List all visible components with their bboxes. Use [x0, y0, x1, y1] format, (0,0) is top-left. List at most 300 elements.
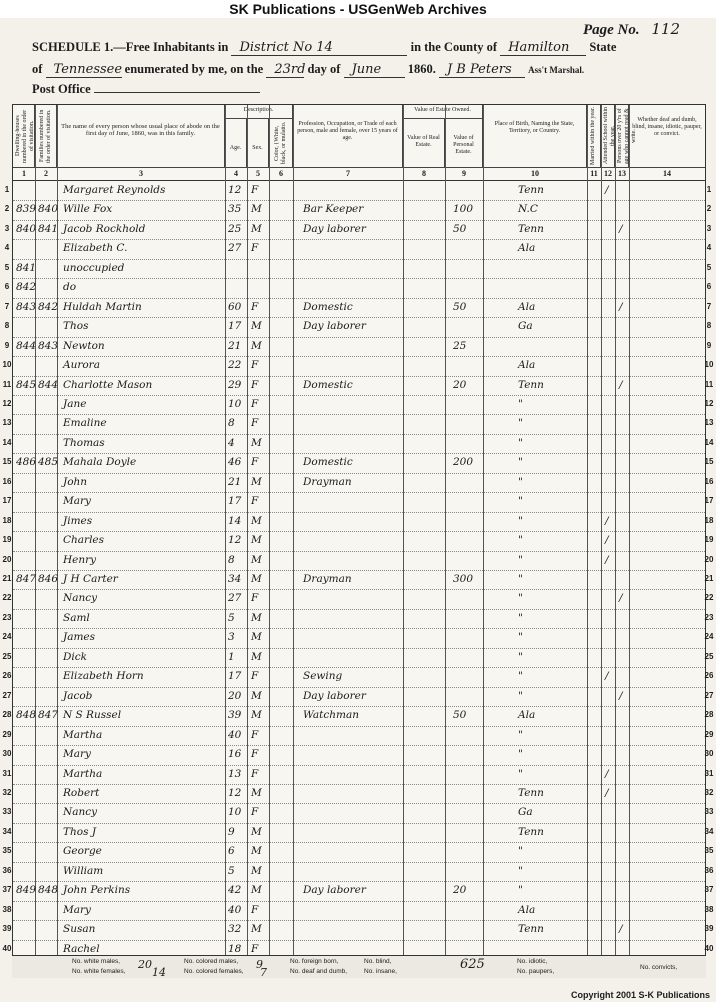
- person-name: William: [63, 864, 104, 877]
- col-school-header: Attended School within the year.: [601, 105, 615, 167]
- row-number-right: 8: [706, 321, 712, 331]
- row-number-right: 30: [704, 749, 714, 759]
- row-number-left: 5: [4, 262, 10, 272]
- row-number-right: 2: [706, 204, 712, 214]
- row-number-right: 11: [704, 379, 714, 389]
- deaf-dumb-label: No. deaf and dumb,: [290, 968, 348, 975]
- dwelling-number: 845: [16, 378, 37, 391]
- age-value: 8: [228, 553, 235, 566]
- family-number: 848: [38, 884, 59, 897]
- row-number-left: 28: [2, 710, 12, 720]
- col-dwelling-header: Dwelling-houses numbered in the order of visitation.: [13, 105, 35, 167]
- birthplace-value: N.C: [518, 203, 538, 216]
- col-age-header: Age.: [225, 119, 247, 167]
- dwelling-number: 843: [16, 300, 37, 313]
- birthplace-value: ": [518, 864, 523, 877]
- page-number: [583, 20, 680, 39]
- dwelling-number: 840: [16, 222, 37, 235]
- day-value: 23rd: [266, 62, 304, 78]
- of-label: of: [32, 62, 43, 76]
- row-number-left: 18: [2, 515, 12, 525]
- dwelling-number: 844: [16, 339, 37, 352]
- occupation-value: Day laborer: [303, 689, 366, 702]
- age-value: 22: [228, 359, 242, 372]
- schedule-header-line-1: [32, 40, 616, 56]
- age-value: 3: [228, 631, 235, 644]
- column-rule: [403, 105, 404, 977]
- colored-females-label: No. colored females,: [184, 968, 244, 975]
- row-rule: [13, 745, 705, 746]
- age-value: 40: [228, 903, 242, 916]
- row-number-left: 33: [2, 807, 12, 817]
- person-name: John: [63, 475, 88, 488]
- row-rule: [13, 278, 705, 279]
- row-number-right: 38: [704, 904, 714, 914]
- row-number-left: 31: [2, 768, 12, 778]
- schedule-header-line-2: [32, 62, 584, 78]
- page-number-value: 112: [651, 20, 680, 38]
- sex-value: M: [251, 631, 262, 644]
- col-personal-estate-header: Value of Personal Estate.: [445, 119, 483, 167]
- family-number: 842: [38, 300, 59, 313]
- column-rule: [445, 105, 446, 977]
- birthplace-value: ": [518, 689, 523, 702]
- personal-estate-value: 100: [453, 203, 474, 216]
- age-value: 5: [228, 611, 235, 624]
- illiterate-mark: /: [619, 592, 623, 605]
- person-name: Emaline: [63, 417, 107, 430]
- sex-value: M: [251, 534, 262, 547]
- row-number-right: 29: [704, 729, 714, 739]
- post-office-line: [32, 82, 260, 97]
- person-name: Henry: [63, 553, 97, 566]
- person-name: Wille Fox: [63, 203, 113, 216]
- family-number: 841: [38, 222, 59, 235]
- row-number-left: 39: [2, 924, 12, 934]
- birthplace-value: ": [518, 650, 523, 663]
- col-number: 13: [618, 169, 626, 178]
- row-rule: [13, 589, 705, 590]
- person-name: Jacob Rockhold: [63, 222, 146, 235]
- sex-value: M: [251, 650, 262, 663]
- col-real-estate-header: Value of Real Estate.: [403, 119, 445, 167]
- birthplace-value: ": [518, 514, 523, 527]
- person-name: do: [63, 281, 77, 294]
- person-name: Mary: [63, 903, 91, 916]
- sex-value: F: [251, 670, 259, 683]
- state-label: State: [589, 40, 617, 54]
- age-value: 8: [228, 417, 235, 430]
- sex-value: M: [251, 436, 262, 449]
- birthplace-value: ": [518, 845, 523, 858]
- row-rule: [13, 453, 705, 454]
- person-name: James: [63, 631, 96, 644]
- sex-value: M: [251, 845, 262, 858]
- sex-value: M: [251, 709, 262, 722]
- person-name: Nancy: [63, 592, 98, 605]
- occupation-value: Drayman: [303, 573, 352, 585]
- birthplace-value: Tenn: [518, 222, 544, 235]
- row-rule: [13, 667, 705, 668]
- personal-estate-value: 20: [453, 378, 467, 391]
- copyright-notice: Copyright 2001 S-K Publications: [570, 990, 710, 1000]
- birthplace-value: Ala: [518, 300, 536, 313]
- col-number: 3: [139, 169, 143, 178]
- birthplace-value: ": [518, 748, 523, 761]
- person-name: Margaret Reynolds: [63, 184, 166, 196]
- age-value: 40: [228, 728, 242, 741]
- birthplace-value: Ala: [518, 242, 536, 255]
- row-number-left: 35: [2, 846, 12, 856]
- personal-estate-value: 50: [453, 709, 467, 722]
- row-number-left: 8: [4, 321, 10, 331]
- sex-value: F: [251, 942, 259, 955]
- birthplace-value: ": [518, 728, 523, 741]
- census-table: [12, 104, 706, 978]
- school-mark: /: [605, 786, 609, 799]
- row-number-right: 6: [706, 282, 712, 292]
- row-number-right: 32: [704, 787, 714, 797]
- person-name: Jane: [63, 397, 87, 410]
- person-name: Saml: [63, 611, 90, 624]
- sex-value: M: [251, 611, 262, 624]
- row-number-left: 6: [4, 282, 10, 292]
- birthplace-value: ": [518, 884, 523, 897]
- col-number: 6: [279, 169, 283, 178]
- col-sex-header: Sex.: [247, 119, 269, 167]
- row-number-left: 7: [4, 301, 10, 311]
- birthplace-value: ": [518, 631, 523, 644]
- row-number-left: 11: [2, 379, 12, 389]
- age-value: 25: [228, 222, 242, 235]
- col-number: 9: [462, 169, 466, 178]
- personal-estate-value: 50: [453, 300, 467, 313]
- col-number: 7: [346, 169, 350, 178]
- row-number-left: 27: [2, 690, 12, 700]
- age-value: 10: [228, 806, 242, 819]
- blind-label: No. blind,: [364, 958, 392, 965]
- row-rule: [13, 200, 705, 201]
- age-value: 17: [228, 320, 242, 333]
- sex-value: M: [251, 923, 262, 936]
- col-birthplace-header: Place of Birth, Naming the State, Territory, or Country.: [483, 105, 587, 167]
- column-rule: [483, 105, 484, 977]
- school-mark: /: [605, 184, 609, 196]
- occupation-value: Day laborer: [303, 320, 366, 333]
- col-number: 10: [531, 169, 539, 178]
- row-number-left: 2: [4, 204, 10, 214]
- row-number-left: 19: [2, 535, 12, 545]
- row-rule: [13, 609, 705, 610]
- row-rule: [13, 434, 705, 435]
- sex-value: M: [251, 825, 262, 838]
- col-number: 11: [590, 169, 598, 178]
- age-value: 17: [228, 670, 242, 683]
- row-rule: [13, 648, 705, 649]
- row-rule: [13, 414, 705, 415]
- col-number: 8: [422, 169, 426, 178]
- age-value: 13: [228, 767, 242, 780]
- foreign-born-label: No. foreign born,: [290, 958, 339, 965]
- personal-estate-value: 200: [453, 456, 474, 469]
- age-value: 12: [228, 184, 242, 196]
- row-rule: [13, 765, 705, 766]
- row-rule: [13, 628, 705, 629]
- sex-value: F: [251, 378, 259, 391]
- row-number-left: 10: [2, 360, 12, 370]
- school-mark: /: [605, 553, 609, 566]
- row-rule: [13, 220, 705, 221]
- col-description-header: Description.: [225, 105, 293, 119]
- person-name: Elizabeth Horn: [63, 670, 144, 683]
- person-name: Nancy: [63, 806, 98, 819]
- row-number-right: 39: [704, 924, 714, 934]
- age-value: 17: [228, 495, 242, 508]
- birthplace-value: ": [518, 397, 523, 410]
- birthplace-value: ": [518, 475, 523, 488]
- row-number-right: 20: [704, 554, 714, 564]
- row-rule: [13, 706, 705, 707]
- birthplace-value: ": [518, 611, 523, 624]
- post-office-value: [94, 92, 260, 93]
- row-number-right: 22: [704, 593, 714, 603]
- birthplace-value: ": [518, 534, 523, 547]
- county-value: Hamilton: [500, 40, 586, 56]
- sex-value: F: [251, 300, 259, 313]
- illiterate-mark: /: [619, 378, 623, 391]
- row-number-right: 26: [704, 671, 714, 681]
- row-number-right: 12: [704, 398, 714, 408]
- col-condition-header: Whether deaf and dumb, blind, insane, idiotic, pauper, or convict.: [632, 117, 702, 137]
- row-number-right: 18: [704, 515, 714, 525]
- sex-value: M: [251, 884, 262, 897]
- age-value: 60: [228, 300, 242, 313]
- age-value: 39: [228, 709, 242, 722]
- person-name: Martha: [63, 767, 103, 780]
- sex-value: F: [251, 728, 259, 741]
- month-value: June: [344, 62, 405, 78]
- person-name: Charlotte Mason: [63, 378, 153, 391]
- sex-value: F: [251, 242, 259, 255]
- row-rule: [13, 920, 705, 921]
- dwelling-number: 841: [16, 261, 37, 274]
- illiterate-mark: /: [619, 222, 623, 235]
- age-value: 27: [228, 592, 242, 605]
- row-number-right: 15: [704, 457, 714, 467]
- age-value: 32: [228, 923, 242, 936]
- post-office-label: Post Office: [32, 82, 91, 96]
- column-rule: [587, 105, 588, 977]
- col-number: 14: [663, 169, 671, 178]
- person-name: Rachel: [63, 942, 100, 955]
- row-number-right: 40: [704, 943, 714, 953]
- sex-value: M: [251, 203, 262, 216]
- person-name: John Perkins: [63, 884, 131, 897]
- column-rule: [35, 105, 36, 977]
- convicts-label: No. convicts,: [640, 964, 678, 971]
- row-number-left: 30: [2, 749, 12, 759]
- occupation-value: Day laborer: [303, 222, 366, 235]
- birthplace-value: Ga: [518, 320, 533, 333]
- birthplace-value: ": [518, 767, 523, 780]
- archive-banner: SK Publications - USGenWeb Archives: [0, 0, 716, 18]
- sex-value: M: [251, 573, 262, 585]
- dwelling-number: 847: [16, 573, 37, 585]
- idiotic-label: No. idiotic,: [517, 958, 548, 965]
- row-rule: [13, 239, 705, 240]
- row-rule: [13, 259, 705, 260]
- row-number-left: 13: [2, 418, 12, 428]
- row-number-right: 28: [704, 710, 714, 720]
- row-number-left: 16: [2, 476, 12, 486]
- row-rule: [13, 940, 705, 941]
- row-number-left: 15: [2, 457, 12, 467]
- birthplace-value: ": [518, 495, 523, 508]
- row-number-right: 4: [706, 243, 712, 253]
- row-number-left: 20: [2, 554, 12, 564]
- person-name: N S Russel: [63, 709, 122, 722]
- row-rule: [13, 317, 705, 318]
- total-count-value: 625: [460, 957, 485, 972]
- row-rule: [13, 512, 705, 513]
- person-name: Mahala Doyle: [63, 456, 137, 469]
- row-rule: [13, 551, 705, 552]
- age-value: 9: [228, 825, 235, 838]
- row-rule: [13, 881, 705, 882]
- age-value: 10: [228, 397, 242, 410]
- row-number-right: 17: [704, 496, 714, 506]
- age-value: 12: [228, 786, 242, 799]
- page-label: Page No.: [582, 22, 640, 38]
- row-rule: [13, 687, 705, 688]
- sex-value: M: [251, 514, 262, 527]
- age-value: 42: [228, 884, 242, 897]
- row-number-left: 14: [2, 437, 12, 447]
- school-mark: /: [605, 534, 609, 547]
- row-rule: [13, 803, 705, 804]
- row-number-left: 9: [4, 340, 10, 350]
- sex-value: F: [251, 495, 259, 508]
- colored-females-value: 7: [260, 966, 267, 979]
- column-rule: [247, 105, 248, 977]
- age-value: 34: [228, 573, 242, 585]
- sex-value: F: [251, 417, 259, 430]
- sex-value: F: [251, 592, 259, 605]
- column-rule: [293, 105, 294, 977]
- sex-value: M: [251, 222, 262, 235]
- person-name: Susan: [63, 923, 96, 936]
- family-number: 847: [38, 709, 59, 722]
- row-rule: [13, 726, 705, 727]
- birthplace-value: Ala: [518, 903, 536, 916]
- row-number-right: 7: [706, 301, 712, 311]
- row-number-right: 13: [704, 418, 714, 428]
- age-value: 29: [228, 378, 242, 391]
- row-number-right: 37: [704, 885, 714, 895]
- sex-value: M: [251, 864, 262, 877]
- age-value: 4: [228, 436, 235, 449]
- row-number-left: 36: [2, 865, 12, 875]
- birthplace-value: Tenn: [518, 923, 544, 936]
- marshal-value: J B Peters: [439, 62, 525, 78]
- occupation-value: Drayman: [303, 475, 352, 488]
- row-rule: [13, 901, 705, 902]
- person-name: Thos: [63, 320, 89, 333]
- row-number-left: 17: [2, 496, 12, 506]
- birthplace-value: ": [518, 456, 523, 469]
- district-value: District No 14: [231, 40, 407, 56]
- occupation-value: Domestic: [303, 300, 353, 313]
- enumerated-label: enumerated by me, on the: [124, 62, 264, 76]
- col-family-header: Families numbered in the order of visitation.: [35, 105, 57, 167]
- age-value: 18: [228, 942, 242, 955]
- row-rule: [13, 376, 705, 377]
- sex-value: F: [251, 903, 259, 916]
- birthplace-value: ": [518, 436, 523, 449]
- personal-estate-value: 50: [453, 222, 467, 235]
- row-number-right: 5: [706, 262, 712, 272]
- column-rule: [629, 105, 630, 977]
- row-number-right: 24: [704, 632, 714, 642]
- year-label: 1860.: [407, 62, 436, 76]
- row-number-right: 3: [706, 223, 712, 233]
- white-females-label: No. white females,: [72, 968, 126, 975]
- row-rule: [13, 395, 705, 396]
- sex-value: F: [251, 806, 259, 819]
- sex-value: M: [251, 339, 262, 352]
- sex-value: F: [251, 184, 259, 196]
- birthplace-value: Tenn: [518, 786, 544, 799]
- day-of-label: day of: [307, 62, 341, 76]
- row-number-left: 24: [2, 632, 12, 642]
- col-occupation-header: Profession, Occupation, or Trade of each person, male and female, over 15 years of age.: [293, 105, 403, 167]
- person-name: Martha: [63, 728, 103, 741]
- person-name: Charles: [63, 534, 105, 547]
- county-label: in the County of: [410, 40, 498, 54]
- age-value: 21: [228, 339, 242, 352]
- birthplace-value: Ga: [518, 806, 533, 819]
- tally-footer: [12, 955, 706, 978]
- family-number: 843: [38, 339, 59, 352]
- row-number-left: 29: [2, 729, 12, 739]
- row-number-left: 12: [2, 398, 12, 408]
- colored-males-value: 9: [256, 958, 263, 971]
- dwelling-number: 842: [16, 281, 37, 294]
- dwelling-number: 839: [16, 203, 37, 216]
- row-number-right: 19: [704, 535, 714, 545]
- column-rule: [269, 105, 270, 977]
- occupation-value: Domestic: [303, 378, 353, 391]
- age-value: 1: [228, 650, 235, 663]
- personal-estate-value: 300: [453, 573, 474, 585]
- row-number-right: 21: [704, 574, 714, 583]
- col-color-header: Color, {White, black, or mulatto.: [269, 119, 293, 167]
- col-number: 1: [22, 169, 26, 178]
- row-number-right: 9: [706, 340, 712, 350]
- sex-value: F: [251, 456, 259, 469]
- sex-value: M: [251, 475, 262, 488]
- birthplace-value: Tenn: [518, 825, 544, 838]
- school-mark: /: [605, 670, 609, 683]
- illiterate-mark: /: [619, 689, 623, 702]
- schedule-title: SCHEDULE 1.—Free Inhabitants in: [32, 40, 229, 54]
- row-number-right: 33: [704, 807, 714, 817]
- col-number: 5: [256, 169, 260, 178]
- row-number-right: 34: [704, 826, 714, 836]
- row-rule: [13, 337, 705, 338]
- white-males-label: No. white males,: [72, 958, 121, 965]
- row-number-right: 36: [704, 865, 714, 875]
